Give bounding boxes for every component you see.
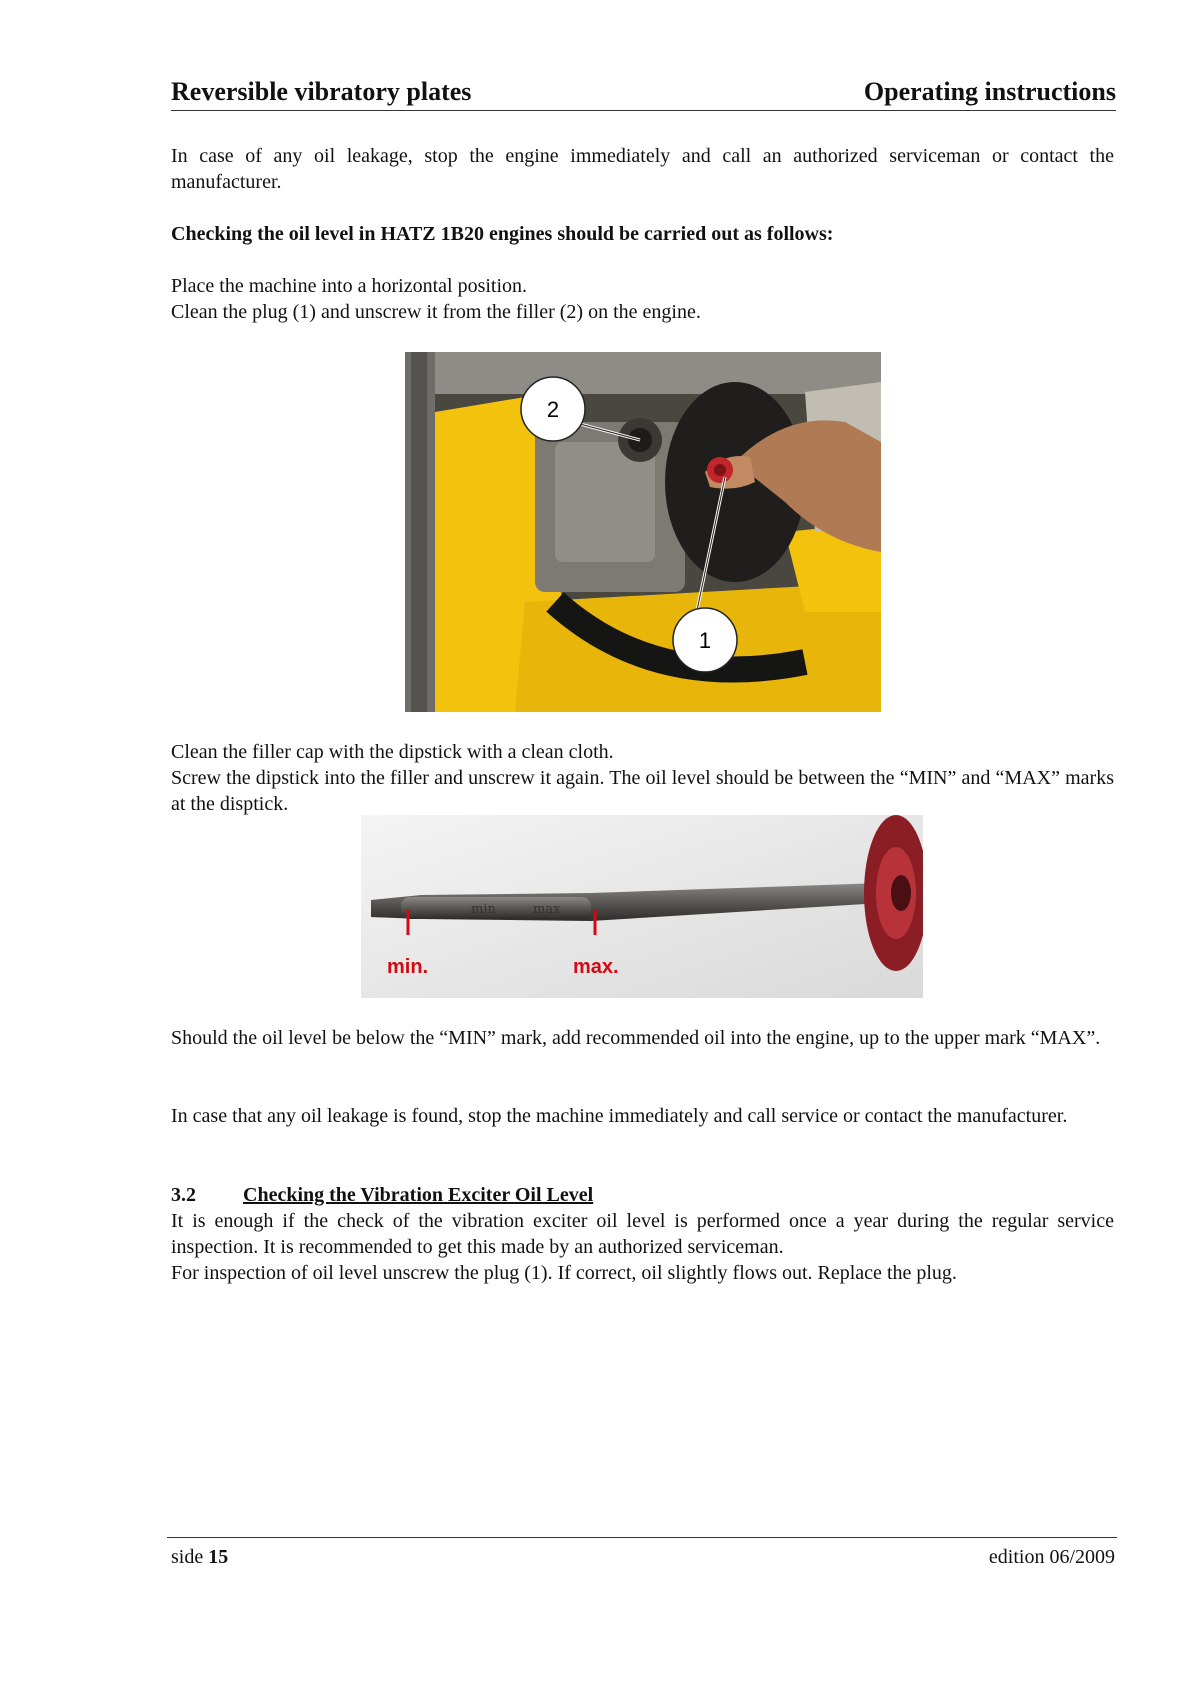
step-2: Clean the plug (1) and unscrew it from the filler (2) on the engine. <box>171 301 701 323</box>
engraved-min-text: min <box>471 902 496 917</box>
intro-paragraph: In case of any oil leakage, stop the engine immediately and call an authorized serviceman or contact the manufacturer. <box>171 145 1114 193</box>
callout-1-label: 1 <box>698 628 712 653</box>
section-number: 3.2 <box>171 1184 196 1206</box>
clean-cap-sentence: Clean the filler cap with the dipstick with a clean cloth. <box>171 741 614 763</box>
leak-paragraph: In case that any oil leakage is found, stop the machine immediately and call service or contact the manufacturer. <box>171 1105 1068 1127</box>
steps-paragraph <box>171 273 1114 325</box>
dipstick-photo <box>361 815 923 998</box>
footer-edition: edition 06/2009 <box>988 1546 1115 1568</box>
callout-1-marker <box>673 608 737 672</box>
below-min-paragraph: Should the oil level be below the “MIN” mark, add recommended oil into the engine, up to the upper mark “MAX”. <box>171 1027 1101 1049</box>
callout-2-marker <box>521 377 585 441</box>
section-title-text: Checking the Vibration Exciter Oil Level <box>243 1184 594 1206</box>
callout-2-label: 2 <box>546 397 560 422</box>
after-figure1-paragraph <box>171 739 1114 817</box>
footer-page <box>167 1544 228 1570</box>
engine-oil-filler-photo <box>405 352 881 712</box>
header-title-right: Operating instructions <box>863 77 1116 106</box>
header-title-left: Reversible vibratory plates <box>171 77 472 106</box>
page-number: 15 <box>208 1546 229 1568</box>
page-footer <box>167 1537 1117 1570</box>
min-label: min. <box>387 956 429 978</box>
step-1: Place the machine into a horizontal position. <box>171 275 528 297</box>
footer-side-label: side <box>171 1546 204 1568</box>
check-heading: Checking the oil level in HATZ 1B20 engines should be carried out as follows: <box>171 223 834 245</box>
section-body-sentence-1: It is enough if the check of the vibration exciter oil level is performed once a year during the regular service inspection. It is recommended to get this made by an authorized serviceman. <box>171 1210 1114 1258</box>
section-body <box>171 1208 1114 1286</box>
page-header <box>171 74 1116 111</box>
section-heading <box>171 1182 593 1208</box>
engraved-max-text: max <box>533 902 561 917</box>
max-label: max. <box>573 956 619 978</box>
dipstick-sentence: Screw the dipstick into the filler and unscrew it again. The oil level should be between the “MIN” and “MAX” marks at the disptick. <box>171 767 1114 815</box>
section-body-sentence-2: For inspection of oil level unscrew the plug (1). If correct, oil slightly flows out. Replace the plug. <box>171 1262 957 1284</box>
